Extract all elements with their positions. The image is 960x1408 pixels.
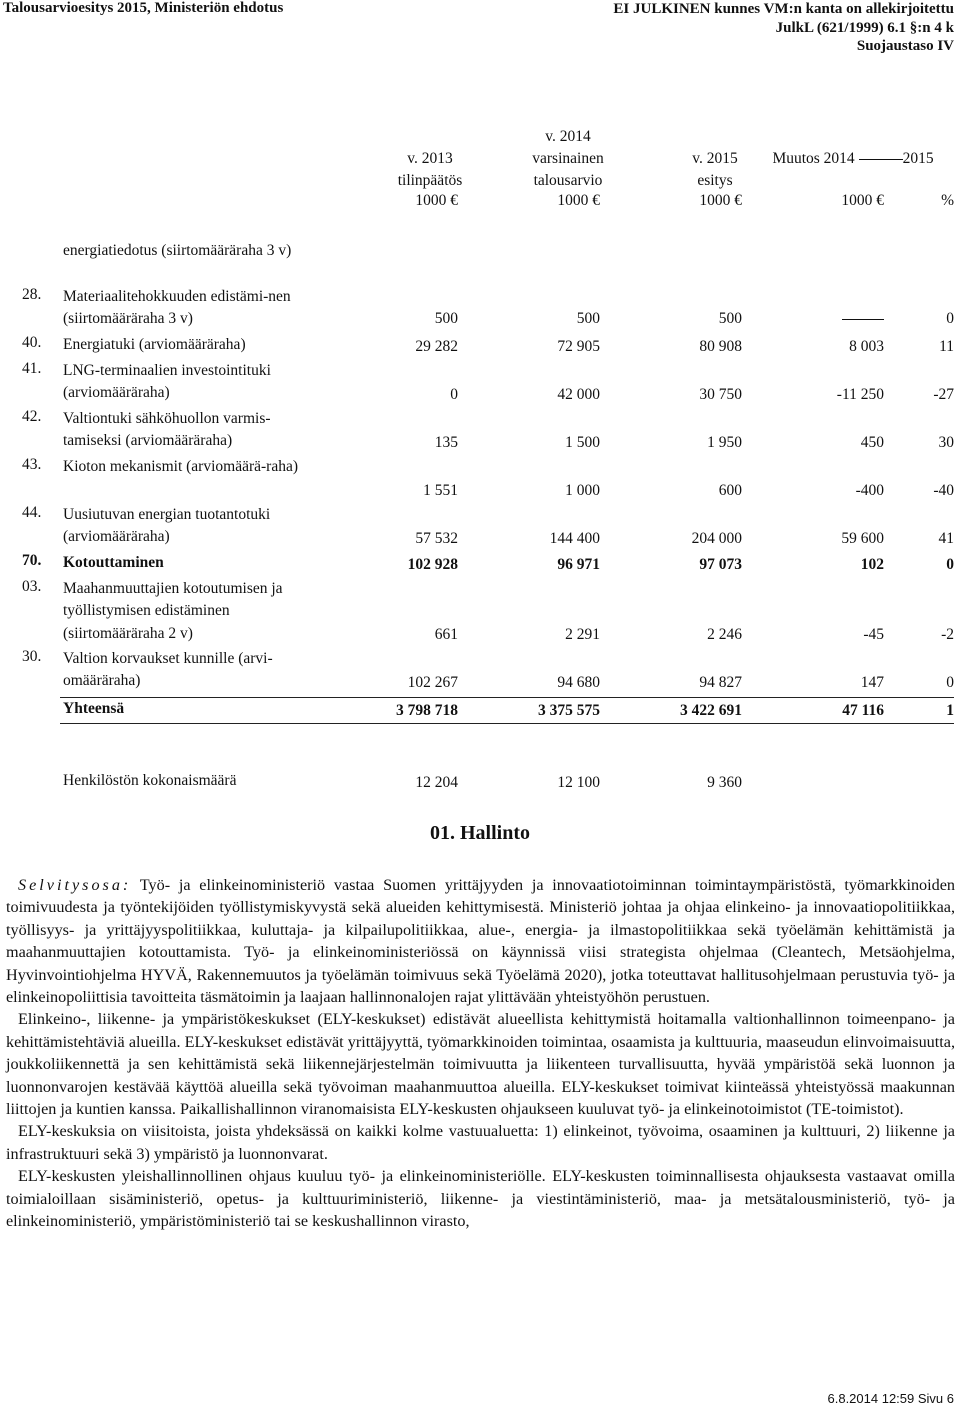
unit-label: 1000 € bbox=[841, 192, 884, 209]
row-number: 44. bbox=[22, 504, 42, 521]
value-2014: 94 680 bbox=[557, 674, 600, 691]
table-row bbox=[0, 578, 960, 646]
value-percent: -27 bbox=[933, 386, 954, 403]
range-dash bbox=[859, 159, 903, 160]
table-row-total bbox=[0, 698, 960, 722]
value-change: -45 bbox=[863, 626, 884, 643]
column-header-2014 bbox=[498, 126, 638, 192]
table-row-subtotal bbox=[0, 552, 960, 576]
row-number: 43. bbox=[22, 456, 42, 473]
column-header-line: tilinpäätös bbox=[397, 172, 463, 189]
value-2015: 500 bbox=[718, 310, 742, 327]
row-label: Valtiontuki sähköhuollon varmis-tamiseksi (arviomääräraha) bbox=[63, 410, 271, 450]
value-2014: 96 971 bbox=[557, 556, 600, 573]
row-number: 30. bbox=[22, 648, 42, 665]
unit-label: % bbox=[941, 192, 954, 209]
column-header-2015 bbox=[655, 148, 775, 192]
column-header-line: talousarvio bbox=[533, 172, 603, 189]
value-percent: 0 bbox=[946, 674, 954, 691]
value-change: 450 bbox=[860, 434, 884, 451]
value-2013: 102 267 bbox=[407, 674, 458, 691]
value-2015: 30 750 bbox=[699, 386, 742, 403]
staff-row bbox=[0, 770, 960, 794]
paragraph bbox=[6, 874, 955, 1008]
value-2014: 72 905 bbox=[557, 338, 600, 355]
unit-label: 1000 € bbox=[699, 192, 742, 209]
change-end-year: 2015 bbox=[902, 150, 934, 167]
page-footer: 6.8.2014 12:59 Sivu 6 bbox=[827, 1391, 954, 1406]
value-change: -11 250 bbox=[836, 386, 884, 403]
column-header-change bbox=[768, 148, 938, 170]
confidentiality-notice bbox=[613, 0, 954, 56]
row-label: Valtion korvaukset kunnille (arvi-omääräraha) bbox=[63, 650, 273, 690]
row-label: LNG-terminaalien investointituki (arviomääräraha) bbox=[63, 362, 271, 402]
row-label: energiatiedotus (siirtomääräraha 3 v) bbox=[63, 242, 292, 259]
row-label: Kioton mekanismit (arviomäärä-raha) bbox=[63, 458, 298, 475]
table-row bbox=[0, 504, 960, 550]
paragraph: ELY-keskusten yleishallinnollinen ohjaus kuuluu työ- ja elinkeinoministeriölle. ELY-keskusten toiminnallisesta ohjauksesta vastaavat omilla toimialoillaan sisäministeriö, opetus- ja kulttuuriministeriö, liikenne- ja viestintäministeriö, maa- ja metsätalousministeriö, työ- ja elinkeinoministeriö, ympäristöministeriö tai se keskushallinnon virasto, bbox=[6, 1167, 955, 1231]
lead-label: Selvitysosa: bbox=[18, 876, 132, 894]
column-header-line: v. 2015 bbox=[692, 150, 738, 167]
table-row bbox=[0, 334, 960, 358]
value-percent: -2 bbox=[941, 626, 954, 643]
table-row bbox=[0, 408, 960, 454]
confidentiality-line: Suojaustaso IV bbox=[856, 38, 954, 54]
document-header-title: Talousarvioesitys 2015, Ministeriön ehdotus bbox=[3, 0, 284, 16]
row-label: Uusiutuvan energian tuotantotuki (arviomääräraha) bbox=[63, 506, 271, 546]
value-2013: 102 928 bbox=[407, 556, 458, 573]
total-change: 47 116 bbox=[842, 702, 884, 719]
column-header-2013 bbox=[370, 148, 490, 192]
value-percent: 0 bbox=[946, 310, 954, 327]
value-2013: 661 bbox=[434, 626, 458, 643]
total-2013: 3 798 718 bbox=[396, 702, 458, 719]
value-change: -400 bbox=[855, 482, 884, 499]
table-row bbox=[0, 360, 960, 406]
value-2014: 500 bbox=[576, 310, 600, 327]
value-2014: 1 000 bbox=[565, 482, 600, 499]
value-change: 102 bbox=[860, 556, 884, 573]
total-2015: 3 422 691 bbox=[680, 702, 742, 719]
value-percent: -40 bbox=[933, 482, 954, 499]
value-2015: 2 246 bbox=[707, 626, 742, 643]
unit-label: 1000 € bbox=[415, 192, 458, 209]
value-2014: 42 000 bbox=[557, 386, 600, 403]
unit-label: 1000 € bbox=[557, 192, 600, 209]
value-percent: 0 bbox=[946, 556, 954, 573]
total-2014: 3 375 575 bbox=[538, 702, 600, 719]
column-header-line: v. 2013 bbox=[407, 150, 453, 167]
row-number: 42. bbox=[22, 408, 42, 425]
staff-2013: 12 204 bbox=[415, 774, 458, 791]
total-label: Yhteensä bbox=[63, 700, 125, 717]
change-start-year: Muutos 2014 bbox=[772, 150, 855, 167]
paragraph-text: Työ- ja elinkeinoministeriö vastaa Suomen yrittäjyyden ja innovaatiotoiminnan toimintaympäristöstä, työmarkkinoiden toimivuudesta ja työntekijöiden työllistymiskyvystä sekä alueiden kehittymisestä. Ministeriö johtaa ja ohjaa elinkeino- ja innovaatiopolitiikkaa, työllisyys- ja yrittäjyyspolitiikkaa, kuluttaja- ja kilpailupolitiikkaa, alue-, energia- ja ilmastopolitiikkaa sekä työelämän kehittämistä ja maahanmuuttajien kotouttamista. Työ- ja elinkeinoministeriössä on käynnissä viisi strategista ohjelmaa (Cleantech, Metsäohjelma, Hyvinvointiohjelma HYVÄ, Rakennemuutos ja työelämän toimivuus sekä Työelämä 2020), jotka toteuttavat hallitusohjelmaan perustuvia työ- ja elinkeinopoliittisia tavoitteita täsmätoimin ja laajaan hallinnonalojen rajat ylittävään yhteistyöhön perustuen. bbox=[6, 876, 955, 1007]
row-label: Kotouttaminen bbox=[63, 554, 164, 571]
row-number: 03. bbox=[22, 578, 42, 595]
total-bottom-rule bbox=[60, 723, 954, 724]
value-2015: 97 073 bbox=[699, 556, 742, 573]
row-label: Maahanmuuttajien kotoutumisen ja työllistymisen edistäminen (siirtomääräraha 2 v) bbox=[63, 580, 283, 642]
value-2015: 1 950 bbox=[707, 434, 742, 451]
value-2013: 57 532 bbox=[415, 530, 458, 547]
body-text bbox=[6, 874, 955, 1233]
value-change-dash bbox=[764, 308, 884, 330]
value-2015: 204 000 bbox=[691, 530, 742, 547]
paragraph: Elinkeino-, liikenne- ja ympäristökeskukset (ELY-keskukset) edistävät alueellista kehittymistä hoitamalla valtionhallinnon toimeenpano- ja kehittämistehtäviä alueilla. ELY-keskukset edistävät yrittäjyyttä, työmarkkinoiden toimintaa, osaamista ja kulttuuria, maaseudun elinvoimaisuutta, joukkoliikennettä ja sen kehittämistä sekä liikennejärjestelmän toimivuutta ja liikenteen turvallisuutta, hyvää ympäristöä sekä luonnon ja luonnonvarojen kestävää käyttöä alueilla sekä työvoiman maahanmuuttoa alueilla. ELY-keskukset toimivat kiinteässä yhteistyössä maakunnan liittojen ja kuntien kanssa. Paikallishallinnon viranomaisista ELY-keskusten ohjaukseen kuuluvat työ- ja elinkeinotoimistot (TE-toimistot). bbox=[6, 1010, 955, 1119]
table-row bbox=[0, 286, 960, 330]
column-header-line: esitys bbox=[697, 172, 733, 189]
value-2015: 600 bbox=[718, 482, 742, 499]
section-title: 01. Hallinto bbox=[429, 822, 530, 844]
confidentiality-line: JulkL (621/1999) 6.1 §:n 4 k bbox=[775, 19, 954, 36]
value-2013: 1 551 bbox=[423, 482, 458, 499]
value-2013: 0 bbox=[450, 386, 458, 403]
value-2014: 1 500 bbox=[565, 434, 600, 451]
value-2015: 94 827 bbox=[699, 674, 742, 691]
value-change: 59 600 bbox=[841, 530, 884, 547]
no-change-dash bbox=[842, 319, 884, 320]
value-2013: 135 bbox=[434, 434, 458, 451]
table-row bbox=[0, 648, 960, 694]
table-row bbox=[0, 240, 960, 284]
row-number: 40. bbox=[22, 334, 42, 351]
value-percent: 30 bbox=[938, 434, 954, 451]
staff-label: Henkilöstön kokonaismäärä bbox=[63, 772, 237, 789]
table-row bbox=[0, 456, 960, 502]
value-change: 8 003 bbox=[849, 338, 884, 355]
value-2014: 2 291 bbox=[565, 626, 600, 643]
paragraph: ELY-keskuksia on viisitoista, joista yhdeksässä on kaikki kolme vastuualuetta: 1) elinkeinot, työvoima, osaaminen ja kulttuuri, 2) liikenne ja infrastruktuuri sekä 3) ympäristö ja luonnonvarat. bbox=[6, 1122, 955, 1163]
column-header-line bbox=[768, 148, 938, 170]
row-number: 41. bbox=[22, 360, 42, 377]
column-header-line: v. 2014 bbox=[545, 128, 591, 145]
value-change: 147 bbox=[860, 674, 884, 691]
value-2013: 29 282 bbox=[415, 338, 458, 355]
total-percent: 1 bbox=[946, 702, 954, 719]
value-2014: 144 400 bbox=[549, 530, 600, 547]
value-2013: 500 bbox=[434, 310, 458, 327]
staff-2014: 12 100 bbox=[557, 774, 600, 791]
value-2015: 80 908 bbox=[699, 338, 742, 355]
confidentiality-line: EI JULKINEN kunnes VM:n kanta on allekirjoitettu bbox=[613, 1, 954, 17]
row-label: Materiaalitehokkuuden edistämi-nen (siirtomääräraha 3 v) bbox=[63, 288, 291, 328]
value-percent: 41 bbox=[938, 530, 954, 547]
row-number: 70. bbox=[22, 552, 42, 569]
row-label: Energiatuki (arviomääräraha) bbox=[63, 336, 246, 353]
value-percent: 11 bbox=[939, 338, 954, 355]
column-header-line: varsinainen bbox=[532, 150, 604, 167]
staff-2015: 9 360 bbox=[707, 774, 742, 791]
row-number: 28. bbox=[22, 286, 42, 303]
